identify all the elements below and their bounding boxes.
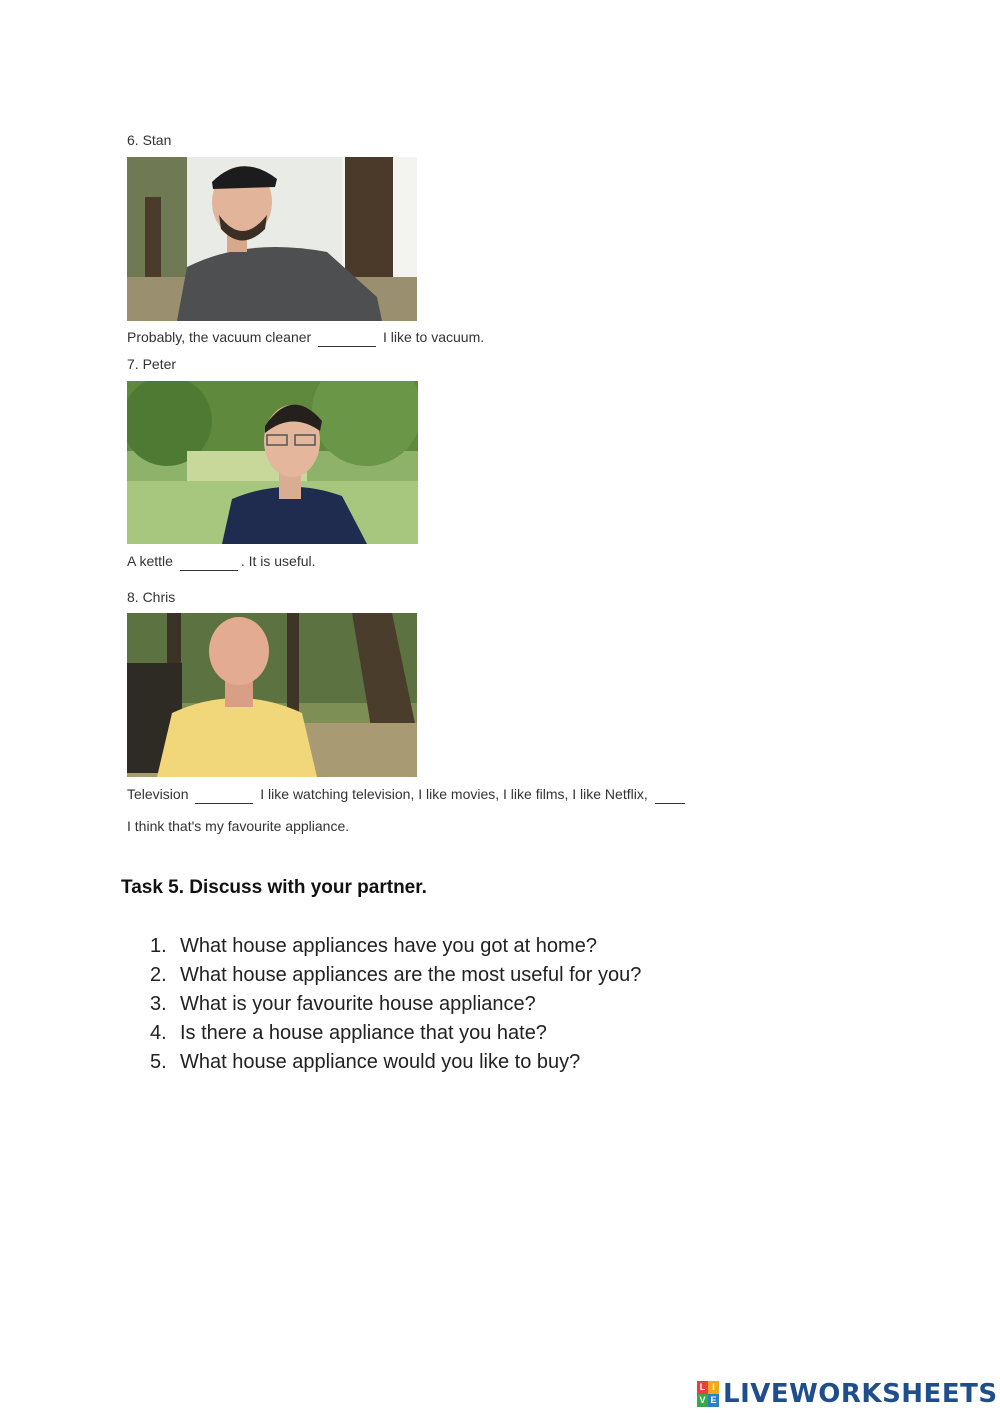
answer-blank-chris-1[interactable] (195, 789, 253, 804)
photo-chris (127, 613, 417, 777)
logo-mark-icon: L I V E (697, 1381, 719, 1407)
quote-chris-line2: I think that's my favourite appliance. (127, 818, 350, 834)
speaker-label-chris: 8. Chris (127, 589, 176, 605)
quote-stan-after: I like to vacuum. (382, 329, 485, 345)
answer-blank-peter[interactable] (180, 556, 238, 571)
quote-stan (127, 329, 484, 347)
list-item: 5. What house appliance would you like to buy? (150, 1051, 581, 1073)
quote-chris (127, 786, 688, 804)
quote-peter (127, 553, 316, 571)
quote-peter-before: A kettle (127, 553, 173, 569)
list-item: 4. Is there a house appliance that you hate? (150, 1022, 547, 1044)
task-title: Task 5. Discuss with your partner. (121, 877, 427, 898)
logo-text: LIVEWORKSHEETS (723, 1379, 998, 1409)
quote-stan-before: Probably, the vacuum cleaner (127, 329, 312, 345)
liveworksheets-logo[interactable] (697, 1377, 998, 1411)
quote-chris-middle: I like watching television, I like movies, I like films, I like Netflix, (260, 786, 648, 802)
list-item: 2. What house appliances are the most useful for you? (150, 964, 642, 986)
photo-stan (127, 157, 417, 321)
speaker-label-peter: 7. Peter (127, 356, 177, 372)
quote-peter-after: . It is useful. (240, 553, 316, 569)
speaker-label-stan: 6. Stan (127, 132, 172, 148)
question-list (150, 932, 641, 1077)
answer-blank-stan[interactable] (318, 332, 376, 347)
list-item: 3. What is your favourite house appliance? (150, 993, 536, 1015)
list-item: 1. What house appliances have you got at home? (150, 935, 597, 957)
quote-chris-before: Television (127, 786, 189, 802)
photo-peter (127, 381, 418, 544)
answer-blank-chris-2[interactable] (655, 789, 685, 804)
